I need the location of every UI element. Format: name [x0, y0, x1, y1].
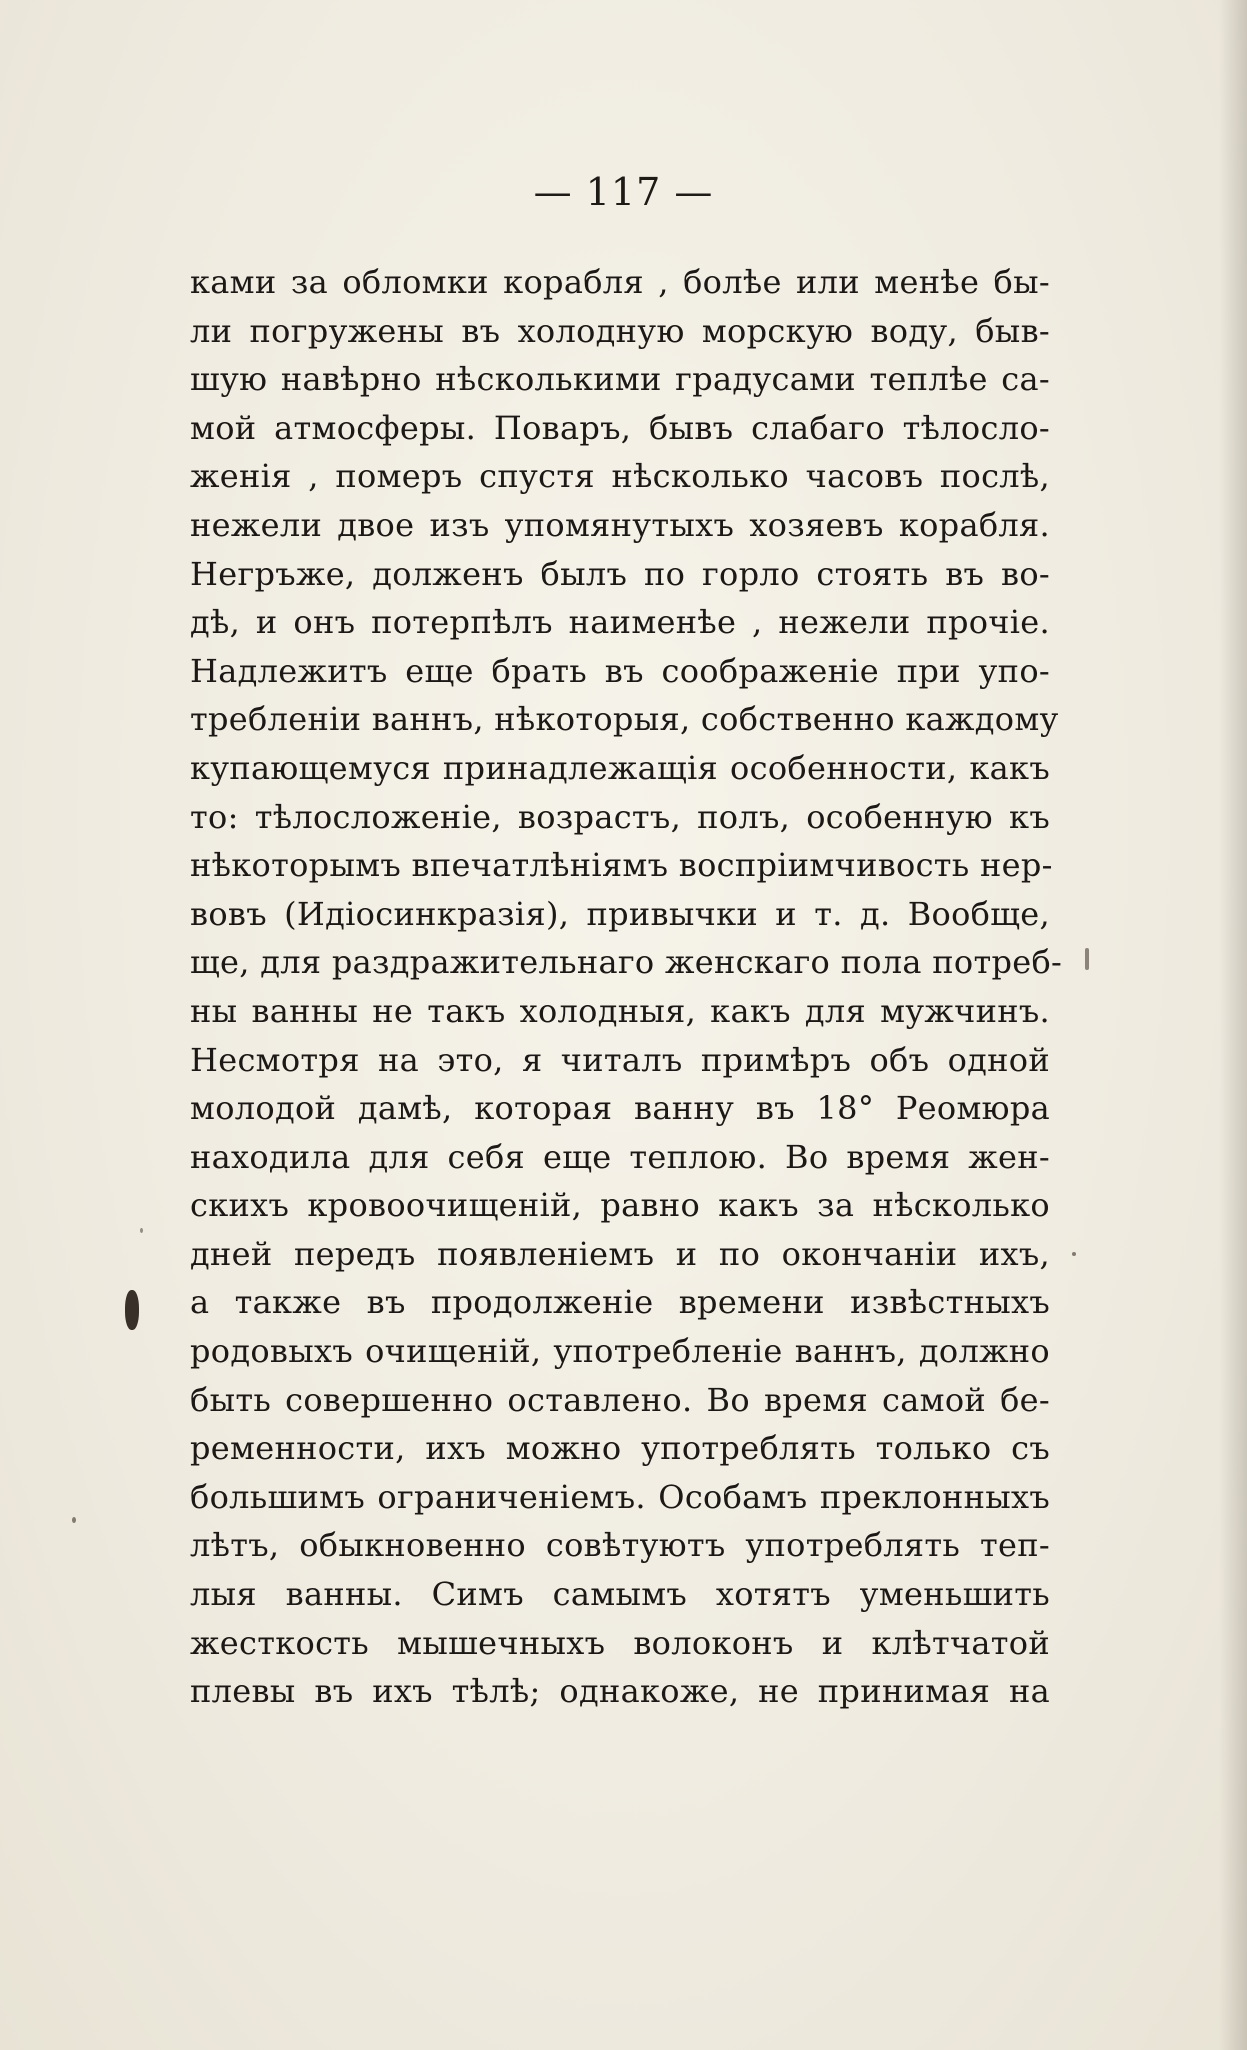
- text-line: то: тѣлосложеніе, возрастъ, полъ, особенную къ: [190, 797, 1050, 836]
- text-line: Надлежитъ еще брать въ соображеніе при упо-: [190, 651, 1050, 690]
- text-line: купающемуся принадлежащія особенности, какъ: [190, 748, 1050, 787]
- text-line: находила для себя еще теплою. Во время жен-: [190, 1137, 1050, 1176]
- text-line: нѣкоторымъ впечатлѣніямъ воспріимчивость нер-: [190, 846, 1053, 885]
- text-line: ками за обломки корабля , болѣе или менѣе бы-: [190, 263, 1050, 301]
- ink-speck: [1085, 948, 1089, 970]
- text-line: дѣ, и онъ потерпѣлъ наименѣе , нежели прочіе.: [190, 603, 1050, 642]
- text-line: скихъ кровоочищеній, равно какъ за нѣсколько: [190, 1186, 1050, 1225]
- text-line: а также въ продолженіе времени извѣстныхъ: [190, 1283, 1050, 1322]
- text-line: молодой дамѣ, которая ванну въ 18° Реомюра: [190, 1089, 1050, 1128]
- text-line: ременности, ихъ можно употреблять только съ: [190, 1429, 1050, 1468]
- text-line: большимъ ограниченіемъ. Особамъ преклонныхъ: [190, 1477, 1050, 1516]
- text-line: родовыхъ очищеній, употребленіе ваннъ, должно: [190, 1332, 1050, 1371]
- text-line: лѣтъ, обыкновенно совѣтуютъ употреблять теп-: [190, 1526, 1050, 1565]
- text-line: нежели двое изъ упомянутыхъ хозяевъ корабля.: [190, 505, 1050, 544]
- text-line: лыя ванны. Симъ самымъ хотятъ уменьшить: [190, 1575, 1050, 1614]
- text-line: шую навѣрно нѣсколькими градусами теплѣе са-: [190, 360, 1050, 399]
- body-text: [190, 258, 1063, 1716]
- text-line: требленіи ваннъ, нѣкоторыя, собственно каждому: [190, 700, 1059, 739]
- text-line: ли погружены въ холодную морскую воду, быв-: [190, 311, 1050, 350]
- ink-speck: [72, 1517, 76, 1523]
- ink-speck: [1072, 1252, 1076, 1256]
- text-line: женія , померъ спустя нѣсколько часовъ послѣ,: [190, 457, 1050, 496]
- page-edge-shadow: [1219, 0, 1247, 2050]
- text-line: Несмотря на это, я читалъ примѣръ объ одной: [190, 1040, 1050, 1079]
- text-line: мой атмосферы. Поваръ, бывъ слабаго тѣлосло-: [190, 408, 1050, 447]
- text-line: Негръже, долженъ былъ по горло стоять въ во-: [190, 554, 1050, 593]
- text-line: ще, для раздражительнаго женскаго пола потреб-: [190, 943, 1063, 982]
- ink-speck: [140, 1228, 143, 1233]
- page-number: — 117 —: [533, 170, 714, 214]
- text-line: быть совершенно оставлено. Во время самой бе-: [190, 1380, 1050, 1419]
- text-line: вовъ (Идіосинкразія), привычки и т. д. Вообще,: [190, 894, 1050, 933]
- text-line: дней передъ появленіемъ и по окончаніи ихъ,: [190, 1234, 1050, 1273]
- text-line: жесткость мышечныхъ волоконъ и клѣтчатой: [190, 1623, 1050, 1662]
- text-line: ны ванны не такъ холодныя, какъ для мужчинъ.: [190, 991, 1050, 1030]
- text-line: плевы въ ихъ тѣлѣ; однакоже, не принимая на: [190, 1672, 1050, 1711]
- ink-speck: [125, 1290, 139, 1330]
